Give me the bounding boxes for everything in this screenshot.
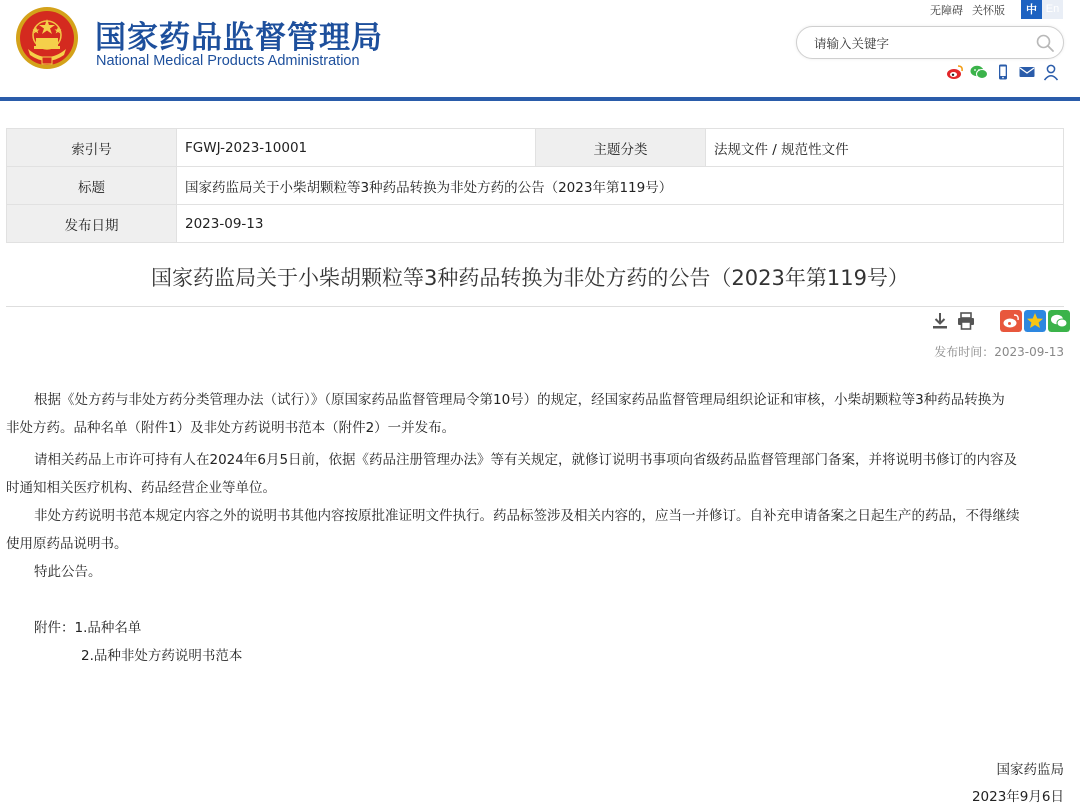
paragraph-3 — [6, 502, 1062, 558]
paragraph-line: 使用原药品说明书。 — [6, 536, 128, 552]
print-icon[interactable] — [956, 311, 976, 331]
attachment-2-link[interactable]: 2.品种非处方药说明书范本 — [81, 648, 243, 664]
title-value: 国家药监局关于小柴胡颗粒等3种药品转换为非处方药的公告（2023年第119号） — [177, 167, 1064, 205]
date-value: 2023-09-13 — [177, 205, 1064, 243]
social-links — [946, 63, 1060, 81]
meta-row — [7, 167, 1064, 205]
category-label: 主题分类 — [536, 129, 706, 167]
header-divider — [0, 97, 1080, 101]
lang-en-button[interactable]: En — [1042, 0, 1063, 19]
meta-row — [7, 129, 1064, 167]
site-header — [0, 0, 1080, 98]
elder-mode-link[interactable]: 关怀版 — [972, 4, 1005, 17]
paragraph-line: 时通知相关医疗机构、药品经营企业等单位。 — [6, 480, 276, 496]
search-icon[interactable] — [1035, 33, 1055, 53]
title-label: 标题 — [7, 167, 177, 205]
download-icon[interactable] — [930, 311, 950, 331]
index-label: 索引号 — [7, 129, 177, 167]
national-emblem-icon[interactable] — [14, 5, 80, 71]
paragraph-4 — [6, 558, 1062, 586]
wechat-share-icon[interactable] — [1048, 310, 1070, 332]
article-title: 国家药监局关于小柴胡颗粒等3种药品转换为非处方药的公告（2023年第119号） — [151, 266, 909, 290]
paragraph-line: 非处方药。品种名单（附件1）及非处方药说明书范本（附件2）一并发布。 — [6, 420, 456, 436]
paragraph-line: 特此公告。 — [34, 564, 102, 580]
index-value: FGWJ-2023-10001 — [177, 129, 536, 167]
paragraph-line: 请相关药品上市许可持有人在2024年6月5日前，依据《药品注册管理办法》等有关规定，就修订说明书事项向省级药品监督管理部门备案，并将说明书修订的内容及 — [34, 452, 1018, 468]
language-switch — [1021, 0, 1063, 19]
paragraph-1 — [6, 386, 1062, 442]
attachment-1-link[interactable]: 附件：1.品种名单 — [34, 620, 142, 636]
paragraph-2 — [6, 446, 1062, 502]
user-icon[interactable] — [1042, 63, 1060, 81]
search-box — [796, 26, 1064, 59]
wechat-icon[interactable] — [970, 63, 988, 81]
sign-date: 2023年9月6日 — [971, 789, 1064, 805]
meta-row — [7, 205, 1064, 243]
accessibility-link[interactable]: 无障碍 — [930, 4, 963, 17]
date-label: 发布日期 — [7, 205, 177, 243]
publish-time: 发布时间：2023-09-13 — [934, 345, 1064, 359]
paragraph-line: 非处方药说明书范本规定内容之外的说明书其他内容按原批准证明文件执行。药品标签涉及相关内容的，应当一并修订。自补充申请备案之日起生产的药品，不得继续 — [34, 508, 1020, 524]
mail-icon[interactable] — [1018, 63, 1036, 81]
category-value: 法规文件 / 规范性文件 — [706, 129, 1064, 167]
site-name-cn[interactable]: 国家药品监督管理局 — [95, 20, 383, 56]
qzone-share-icon[interactable] — [1024, 310, 1046, 332]
mobile-icon[interactable] — [994, 63, 1012, 81]
signer: 国家药监局 — [996, 762, 1064, 778]
document-meta-table — [6, 128, 1064, 243]
article-tools — [930, 310, 1070, 332]
lang-cn-button[interactable]: 中 — [1021, 0, 1042, 19]
weibo-share-icon[interactable] — [1000, 310, 1022, 332]
weibo-icon[interactable] — [946, 63, 964, 81]
paragraph-line: 根据《处方药与非处方药分类管理办法（试行）》（原国家药品监督管理局令第10号）的规定，经国家药品监督管理局组织论证和审核，小柴胡颗粒等3种药品转换为 — [34, 392, 1005, 408]
search-input[interactable] — [814, 34, 1024, 52]
site-name-en[interactable]: National Medical Products Administration — [96, 53, 360, 69]
title-divider — [6, 306, 1064, 307]
